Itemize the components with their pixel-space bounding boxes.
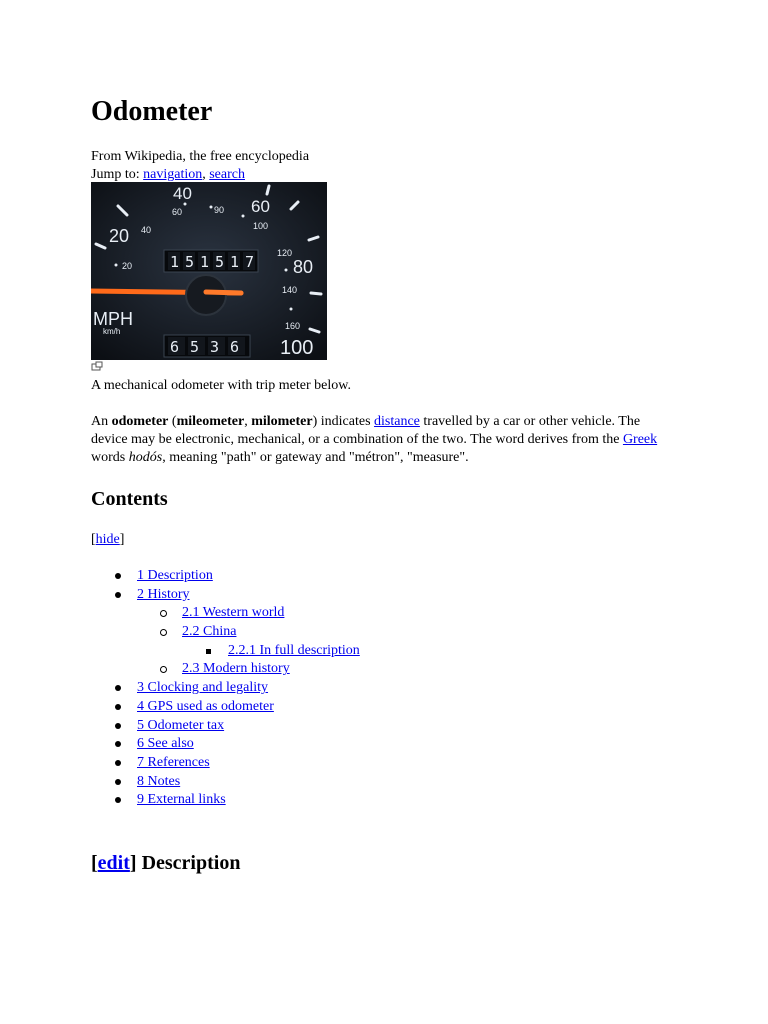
speed-unit: MPH [93,309,133,329]
bullet-icon [160,623,167,642]
needle-tip [206,292,241,293]
toc-item [91,717,491,736]
navigation-link[interactable]: navigation [143,167,203,182]
toc-item [91,735,491,754]
counter-digit: 7 [245,253,255,271]
toc-item [91,773,491,792]
toc-item [91,754,491,773]
greek-link[interactable]: Greek [622,432,658,447]
toc-item [91,567,491,586]
italic-term: hodós [128,450,163,465]
jump-separator: , [202,167,210,182]
toc-item [91,698,491,717]
gauge-label: 140 [282,285,298,295]
intro-text: An [91,414,112,429]
counter-digit: 6 [170,338,180,356]
enlarge-icon[interactable] [91,361,103,371]
jump-prefix: Jump to: [91,167,144,182]
intro-text: , meaning "path" or gateway and "métron", "measure". [162,450,469,465]
gauge-label: 60 [172,207,183,217]
toc-link[interactable]: 4 GPS used as odometer [137,698,274,714]
hide-link[interactable]: hide [95,532,120,547]
toc-item [91,604,491,623]
intro-text: ( [168,414,177,429]
bold-term: odometer [111,414,169,429]
bracket: [ [91,532,96,547]
bullet-icon [115,586,121,604]
bullet-icon [160,604,167,623]
gauge-label: 100 [280,337,314,359]
toc-link[interactable]: 2 History [137,586,190,602]
toc-link[interactable]: 2.2 China [182,624,237,640]
gauge-label: 100 [253,221,269,231]
intro-text: ) indicates [312,414,375,429]
bullet-icon [115,567,121,585]
contents-title: Contents [91,488,168,510]
counter-digit: 6 [230,338,240,356]
gauge-label: 120 [277,248,293,258]
figure-caption: A mechanical odometer with trip meter below. [91,378,351,393]
toc-item [91,791,491,810]
toc-link[interactable]: 7 References [137,754,210,770]
bullet-icon [115,679,121,697]
section-title: Description [136,852,241,874]
counter-digit: 3 [210,338,220,356]
toc-link[interactable]: 8 Notes [137,773,181,789]
gauge-label: 40 [141,225,152,235]
counter-digit: 5 [215,253,225,271]
section-heading-description [91,851,240,875]
toc-link[interactable]: 5 Odometer tax [137,717,225,733]
article-subtitle: From Wikipedia, the free encyclopedia [91,149,310,164]
counter-digit: 1 [230,253,240,271]
bullet-icon [115,698,121,716]
bullet-icon [206,642,211,660]
gauge-label: 160 [285,321,301,331]
page-title: Odometer [91,96,213,127]
toc-item [91,642,491,661]
bullet-icon [160,660,167,679]
gauge-label: 80 [293,257,314,277]
toc-link[interactable]: 2.1 Western world [182,605,285,621]
bullet-icon [115,754,121,772]
toc-item [91,623,491,642]
intro-text: words [91,450,129,465]
counter-digit: 1 [200,253,210,271]
bracket: [ [91,852,98,874]
bold-term: mileometer [176,414,245,429]
gauge-label: 20 [109,226,130,246]
counter-digit: 1 [170,253,180,271]
toc-item [91,586,491,605]
distance-link[interactable]: distance [374,414,420,429]
toc-item [91,660,491,679]
bullet-icon [115,773,121,791]
intro-text: travelled by a car or other vehicle. The device may be electronic, mechanical, or a combination of the two. The word derives from the [91,414,641,447]
edit-link[interactable]: edit [97,852,130,874]
counter-digit: 5 [190,338,200,356]
bullet-icon [115,717,121,735]
table-of-contents [91,567,491,810]
odometer-photo[interactable] [91,182,327,360]
needle-hub [186,275,226,315]
gauge-label: 90 [214,205,225,215]
toc-link[interactable]: 1 Description [137,568,213,583]
bullet-icon [115,735,121,753]
toc-link[interactable]: 3 Clocking and legality [137,680,269,696]
search-link[interactable]: search [209,167,245,182]
gauge-label: 20 [122,261,133,271]
jump-to [91,166,245,184]
toc-toggle [91,531,124,549]
toc-item [91,679,491,698]
toc-link[interactable]: 9 External links [137,792,226,808]
intro-paragraph [91,413,671,467]
speed-unit-sub: km/h [103,327,121,336]
toc-link[interactable]: 2.2.1 In full description [228,642,360,658]
gauge-label: 60 [251,197,270,216]
counter-digit: 5 [185,253,195,271]
bullet-icon [115,791,121,809]
bracket: ] [129,852,137,874]
toc-link[interactable]: 6 See also [137,736,194,752]
gauge-label: 40 [173,184,192,203]
bracket: ] [119,532,125,547]
bold-term: milometer [251,414,313,429]
toc-link[interactable]: 2.3 Modern history [182,661,290,677]
intro-text: , [244,414,252,429]
